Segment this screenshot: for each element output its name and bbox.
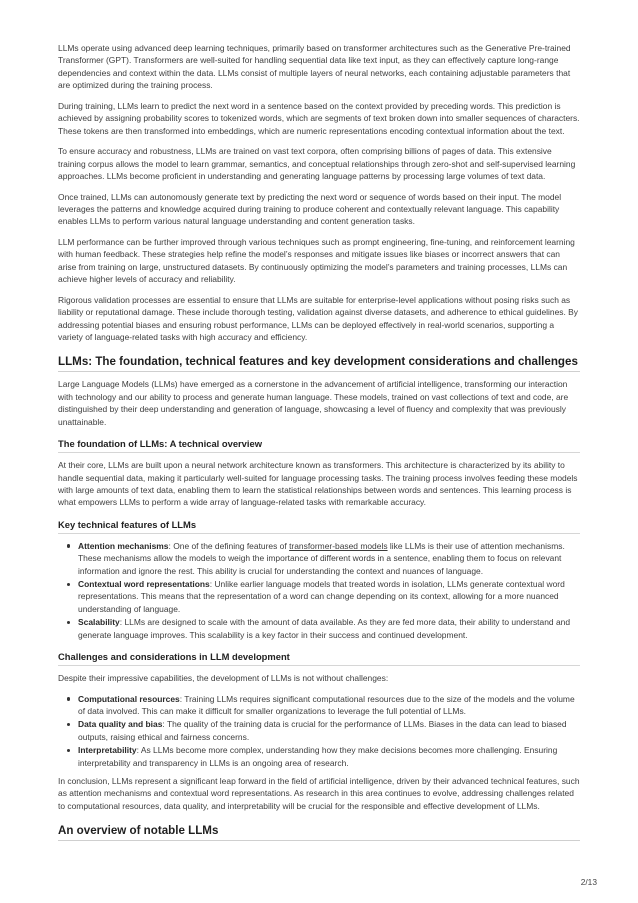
list-item [58,693,580,718]
foundation-heading: LLMs: The foundation, technical features and key development considerations and challenges [58,355,580,372]
intro-paragraph-3: To ensure accuracy and robustness, LLMs are trained on vast text corpora, often comprising billions of pages of data. This extensive training corpus allows the model to learn grammar, semantics, and conceptual relationships through zero-shot and self-supervised learning approaches. LLMs become proficient in understanding and generating language patterns by processing large volumes of text data. [58,146,576,182]
intro-paragraph-1: LLMs operate using advanced deep learning techniques, primarily based on transformer architectures such as the Generative Pre-trained Transformer (GPT). Transformers are well-suited for handling sequential data like text input, as they can effectively capture long-range dependencies and context within the data. LLMs consist of multiple layers of neural networks, each containing adjustable parameters that are optimized during the training process. [58,43,571,91]
challenge-term: Interpretability [78,745,137,756]
challenge-text: : As LLMs become more complex, understanding how they make decisions becomes more challenging. Ensuring interpretability and transparency in LLMs is an ongoing area of research. [78,745,558,768]
conclusion-paragraph: In conclusion, LLMs represent a significant leap forward in the field of artificial intelligence, driven by their advanced technical features, such as attention mechanisms and contextual word representations. As research in this area continues to evolve, addressing challenges related to computational resources, data quality, and interpretability will be crucial for the responsible and effective development of LLMs. [58,776,580,811]
list-item [58,616,580,641]
feature-term: Attention mechanisms [78,540,169,551]
challenges-intro: Despite their impressive capabilities, the development of LLMs is not without challenges: [58,672,389,683]
challenge-text: : Training LLMs requires significant computational resources due to the size of the models and the volume of data involved. This can make it difficult for smaller organizations to leverage the full potential of LLMs. [78,693,575,716]
challenge-term: Computational resources [78,693,180,704]
intro-paragraph-5: LLM performance can be further improved through various techniques such as prompt engineering, fine-tuning, and reinforcement learning with human feedback. These strategies help refine the model’s responses and mitigate issues like biases or incorrect answers that can arise from training on large, unstructured datasets. By continuously optimizing the model’s parameters and training processes, LLMs can achieve higher levels of accuracy and reliability. [58,237,575,285]
bullet-icon [67,723,70,726]
list-item [58,744,580,769]
challenges-section [58,651,580,812]
list-item [58,718,580,743]
list-item [58,578,580,615]
page-number: 2/13 [580,877,597,887]
intro-paragraph-2: During training, LLMs learn to predict the next word in a sentence based on the context provided by preceding words. This prediction is achieved by assigning probability scores to tokenized words, which are segments of text broken down into smaller sequences of characters. These tokens are then transformed into embeddings, which are numeric representations encoding contextual information about the text. [58,100,580,136]
bullet-icon [67,749,70,752]
foundation-section [58,355,580,428]
foundation-paragraph: Large Language Models (LLMs) have emerged as a cornerstone in the advancement of artificial intelligence, transforming our interaction with technology and our ability to process and generate human language. These models, trained on vast collections of text and code, are distinguished by their deep understanding and generation of language, showcasing a level of fluency and complexity that was previously unattainable. [58,379,569,427]
challenges-list [58,693,580,769]
key-features-heading: Key technical features of LLMs [58,519,580,534]
feature-text: : Unlike earlier language models that treated words in isolation, LLMs generate contextual word representations. This means that the representation of a word can change depending on its context, allowing for a more nuanced understanding of language. [78,578,565,614]
feature-text: like LLMs is their use of attention mechanisms. These mechanisms allow the models to weigh the importance of different words in a sentence, enabling them to focus on relevant information and ignore the rest. This ability is crucial for understanding the context and nuances of language. [78,540,565,576]
overview-heading: An overview of notable LLMs [58,824,580,841]
overview-section [58,824,580,841]
technical-overview-paragraph: At their core, LLMs are built upon a neural network architecture known as transformers. This architecture is characterized by its ability to handle sequential data, making it particularly well-suited for language processing tasks. The training process involves feeding these models with large amounts of text data, enabling them to learn the statistical relationships between words and sentences. This learning process is what empowers LLMs to perform a wide array of language-related tasks with remarkable accuracy. [58,460,578,508]
intro-paragraph-6: Rigorous validation processes are essential to ensure that LLMs are suitable for enterprise-level applications without posing risks such as liability or reputational damage. These include thorough testing, validation against diverse datasets, and adherence to ethical guidelines. By addressing potential biases and ensuring robust performance, LLMs can be deployed effectively in real-world scenarios, supporting a variety of language-related tasks with high accuracy and efficiency. [58,294,579,343]
key-features-list [58,540,580,641]
transformer-models-link[interactable]: transformer-based models [289,540,388,551]
list-item [58,540,580,577]
challenge-term: Data quality and bias [78,719,163,730]
challenges-heading: Challenges and considerations in LLM development [58,651,580,666]
technical-overview-heading: The foundation of LLMs: A technical overview [58,438,580,453]
bullet-icon [67,583,70,586]
bullet-icon [67,544,70,547]
intro-section [58,42,580,343]
intro-paragraph-4: Once trained, LLMs can autonomously generate text by predicting the next word or sequence of words based on their input. The model leverages the patterns and knowledge acquired during training to produce coherent and contextually relevant language. This capability enables LLMs to perform various natural language understanding and content generation tasks. [58,191,562,227]
feature-text: : LLMs are designed to scale with the amount of data available. As they are fed more data, their ability to understand and generate language improves. This scalability is a key factor in their success and continued development. [78,617,571,640]
bullet-icon [67,697,70,700]
feature-text: : One of the defining features of [168,540,290,551]
feature-term: Contextual word representations [78,578,210,589]
feature-term: Scalability [78,617,120,628]
challenge-text: : The quality of the training data is crucial for the performance of LLMs. Biases in the data can lead to biased outputs, raising ethical and fairness concerns. [78,719,567,742]
technical-overview-section [58,438,580,509]
key-features-section [58,519,580,641]
bullet-icon [67,621,70,624]
